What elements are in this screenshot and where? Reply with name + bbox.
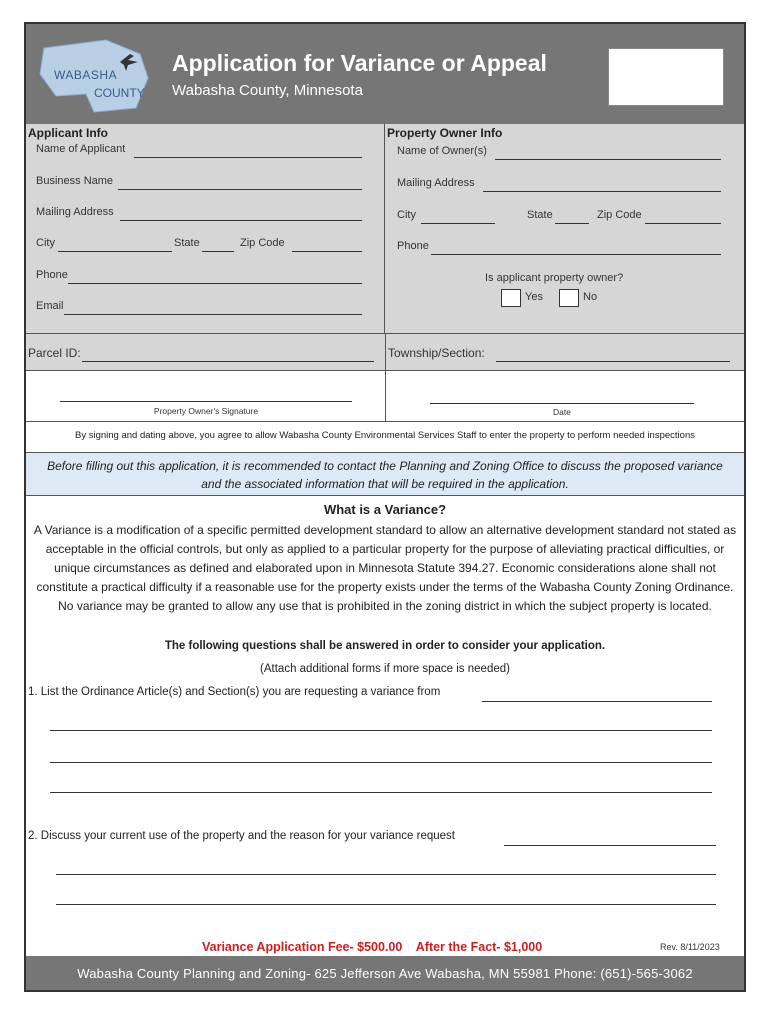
applicant-city-field[interactable] (58, 251, 172, 252)
signature-date-label: Date (553, 407, 571, 417)
county-logo (36, 34, 166, 116)
owner-yes-label: Yes (525, 291, 543, 303)
owner-info-section (385, 124, 744, 333)
is-owner-question: Is applicant property owner? (485, 272, 624, 284)
notice-line-2: and the associated information that will be required in the application. (201, 477, 569, 491)
owner-name-field[interactable] (495, 159, 721, 160)
variance-heading: What is a Variance? (323, 502, 447, 517)
signature-date-field[interactable] (430, 403, 694, 404)
question-2-answer-line[interactable] (56, 874, 716, 875)
logo-text-county: COUNTY (94, 86, 145, 100)
applicant-mailing-field[interactable] (120, 220, 362, 221)
form-subtitle: Wabasha County, Minnesota (172, 82, 363, 99)
applicant-phone-label: Phone (36, 269, 68, 281)
township-section-label: Township/Section: (388, 346, 485, 360)
applicant-state-field[interactable] (202, 251, 234, 252)
owner-no-checkbox[interactable] (559, 289, 579, 307)
office-use-box (608, 48, 724, 106)
owner-no-label: No (583, 291, 598, 303)
parcel-id-label: Parcel ID: (28, 346, 81, 360)
owner-name-label: Name of Owner(s) (397, 145, 487, 157)
owner-zip-field[interactable] (645, 223, 721, 224)
logo-text-wabasha: WABASHA (54, 68, 118, 82)
owner-signature-label: Property Owner's Signature (153, 406, 259, 416)
owner-phone-label: Phone (397, 240, 429, 252)
applicant-phone-field[interactable] (68, 283, 362, 284)
question-1-answer-line[interactable] (482, 701, 712, 702)
question-2-answer-line[interactable] (504, 845, 716, 846)
applicant-name-label: Name of Applicant (36, 143, 126, 155)
questions-heading: The following questions shall be answered in order to consider your application. (164, 640, 606, 652)
applicant-email-field[interactable] (64, 314, 362, 315)
application-fee: Variance Application Fee- $500.00 After the Fact- $1,000 (202, 940, 543, 954)
parcel-section (26, 333, 744, 371)
owner-phone-field[interactable] (431, 254, 721, 255)
owner-state-label: State (527, 209, 553, 221)
question-1-answer-line[interactable] (50, 762, 712, 763)
business-name-field[interactable] (118, 189, 362, 190)
signature-section (26, 371, 744, 421)
application-form (24, 22, 746, 992)
question-1-answer-line[interactable] (50, 730, 712, 731)
question-1: 1. List the Ordinance Article(s) and Section(s) you are requesting a variance from (28, 686, 441, 698)
variance-definition: A Variance is a modification of a specific permitted development standard to allow an alternative development standard not stated as acceptable in the official controls, but only as applied to a particular property for the purpose of alleviating practical difficulties, or unique circumstances as defined and elaborated upon in Minnesota Statute 394.27. Economic considerations alone shall not constitute a practical difficulty if a reasonable use for the property exists under the terms of the Wabasha County Zoning Ordinance. No variance may be granted to allow any use that is prohibited in the zoning district in which the subject property is located. (33, 523, 737, 613)
notice-line-1: Before filling out this application, it is recommended to contact the Planning and Zoning Office to discuss the proposed variance (47, 459, 723, 473)
applicant-city-label: City (36, 237, 55, 249)
parcel-id-field[interactable] (82, 361, 374, 362)
owner-mailing-field[interactable] (483, 191, 721, 192)
owner-info-heading: Property Owner Info (387, 126, 503, 140)
applicant-zip-label: Zip Code (240, 237, 285, 249)
applicant-info-heading: Applicant Info (28, 126, 108, 140)
form-header (26, 24, 744, 124)
owner-zip-label: Zip Code (597, 209, 642, 221)
applicant-zip-field[interactable] (292, 251, 362, 252)
parcel-divider (385, 334, 386, 370)
question-1-answer-line[interactable] (50, 792, 712, 793)
applicant-email-label: Email (36, 300, 64, 312)
owner-signature-field[interactable] (60, 401, 352, 402)
question-2-answer-line[interactable] (56, 904, 716, 905)
question-2: 2. Discuss your current use of the property and the reason for your variance request (28, 830, 455, 842)
township-section-field[interactable] (496, 361, 730, 362)
business-name-label: Business Name (36, 175, 114, 187)
revision-date: Rev. 8/11/2023 (660, 942, 720, 952)
owner-yes-checkbox[interactable] (501, 289, 521, 307)
applicant-info-section (26, 124, 385, 333)
attach-note: (Attach additional forms if more space is needed) (260, 663, 510, 675)
owner-city-field[interactable] (421, 223, 495, 224)
owner-mailing-label: Mailing Address (397, 177, 475, 189)
contact-notice (26, 452, 744, 496)
applicant-mailing-label: Mailing Address (36, 206, 114, 218)
footer-contact: Wabasha County Planning and Zoning- 625 Jefferson Ave Wabasha, MN 55981 Phone: (651)-565-3062 (26, 956, 744, 990)
form-title: Application for Variance or Appeal (172, 50, 547, 76)
applicant-name-field[interactable] (134, 157, 362, 158)
applicant-state-label: State (174, 237, 200, 249)
owner-city-label: City (397, 209, 416, 221)
consent-statement: By signing and dating above, you agree to allow Wabasha County Environmental Services Staff to enter the property to perform needed inspections (26, 421, 744, 449)
owner-state-field[interactable] (555, 223, 589, 224)
